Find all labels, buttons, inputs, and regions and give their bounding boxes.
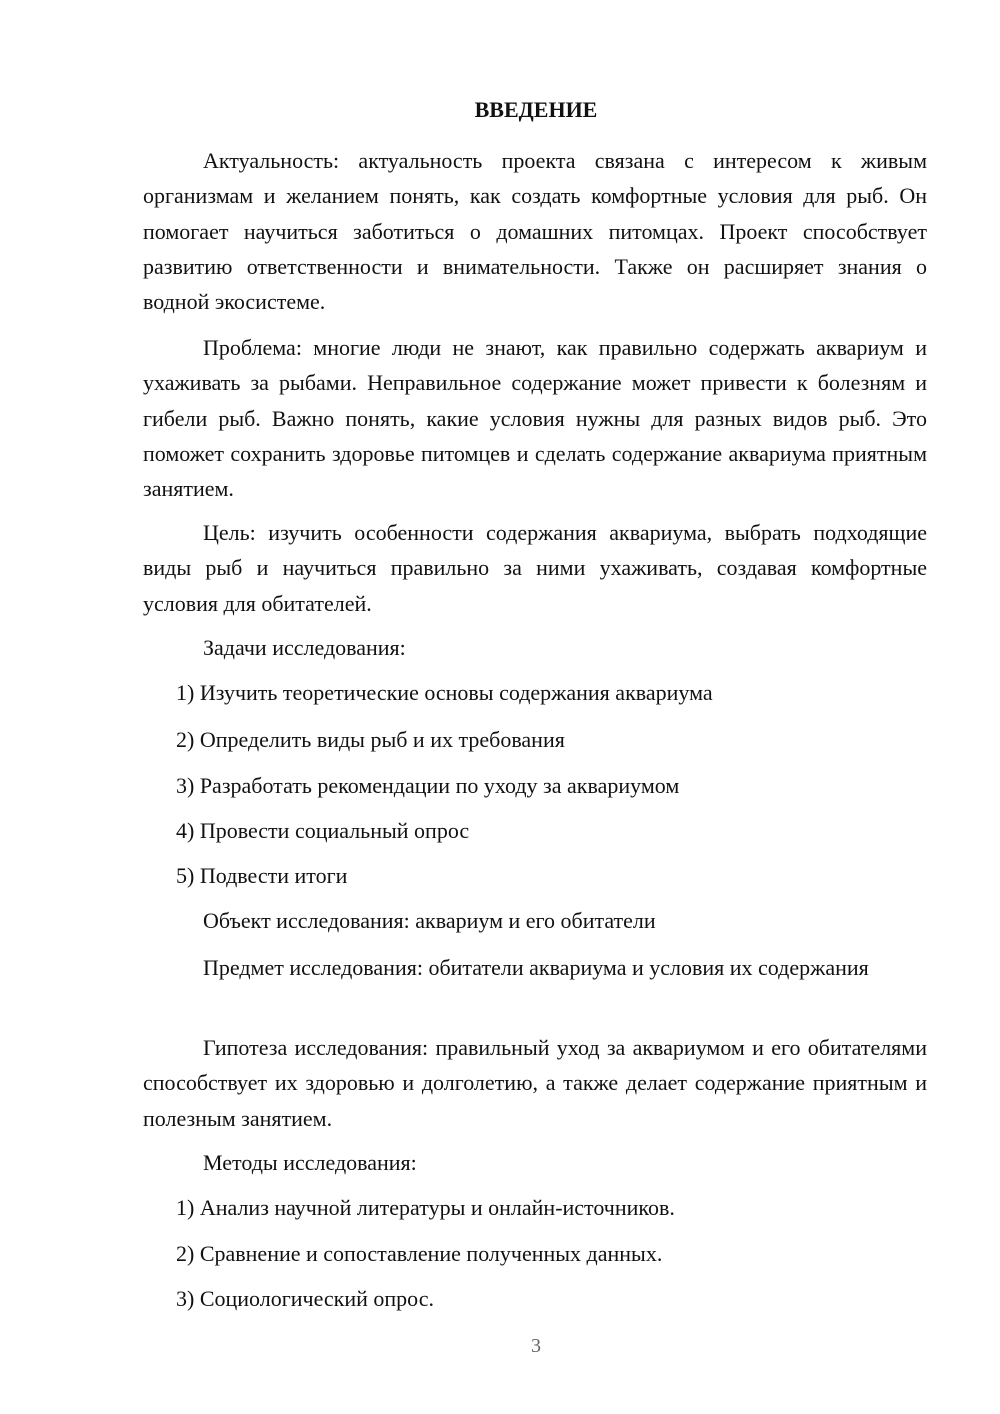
task-item: 3) Разработать рекомендации по уходу за аквариумом <box>176 773 680 798</box>
tasks-heading: Задачи исследования: <box>203 635 406 660</box>
page-title: ВВЕДЕНИЕ <box>474 97 598 122</box>
task-item: 2) Определить виды рыб и их требования <box>176 727 565 752</box>
methods-heading: Методы исследования: <box>203 1150 417 1175</box>
method-item: 3) Социологический опрос. <box>176 1286 434 1311</box>
hypothesis-paragraph: Гипотеза исследования: правильный уход за аквариумом и его обитателями способствует их здоровью и долголетию, а также делает содержание приятным и полезным занятием. <box>143 1035 927 1131</box>
page-number: 3 <box>531 1335 541 1357</box>
relevance-paragraph: Актуальность: актуальность проекта связана с интересом к живым организмам и желанием понять, как создать комфортные условия для рыб. Он помогает научиться заботиться о домашних питомцах. Проект способствует развитию ответственности и внимательности. Также он расширяет знания о водной экосистеме. <box>143 148 927 315</box>
task-item: 4) Провести социальный опрос <box>176 818 470 843</box>
subject-paragraph: Предмет исследования: обитатели аквариума и условия их содержания <box>203 955 869 980</box>
method-item: 1) Анализ научной литературы и онлайн-источников. <box>176 1195 675 1220</box>
task-item: 1) Изучить теоретические основы содержания аквариума <box>176 680 713 705</box>
goal-paragraph: Цель: изучить особенности содержания аквариума, выбрать подходящие виды рыб и научиться правильно за ними ухаживать, создавая комфортные условия для обитателей. <box>143 520 927 616</box>
object-statement: Объект исследования: аквариум и его обитатели <box>203 908 656 933</box>
problem-paragraph: Проблема: многие люди не знают, как правильно содержать аквариум и ухаживать за рыбами. Неправильное содержание может привести к болезням и гибели рыб. Важно понять, какие условия нужны для разных видов рыб. Это поможет сохранить здоровье питомцев и сделать содержание аквариума приятным занятием. <box>143 335 927 502</box>
task-item: 5) Подвести итоги <box>176 863 348 888</box>
method-item: 2) Сравнение и сопоставление полученных данных. <box>176 1241 663 1266</box>
